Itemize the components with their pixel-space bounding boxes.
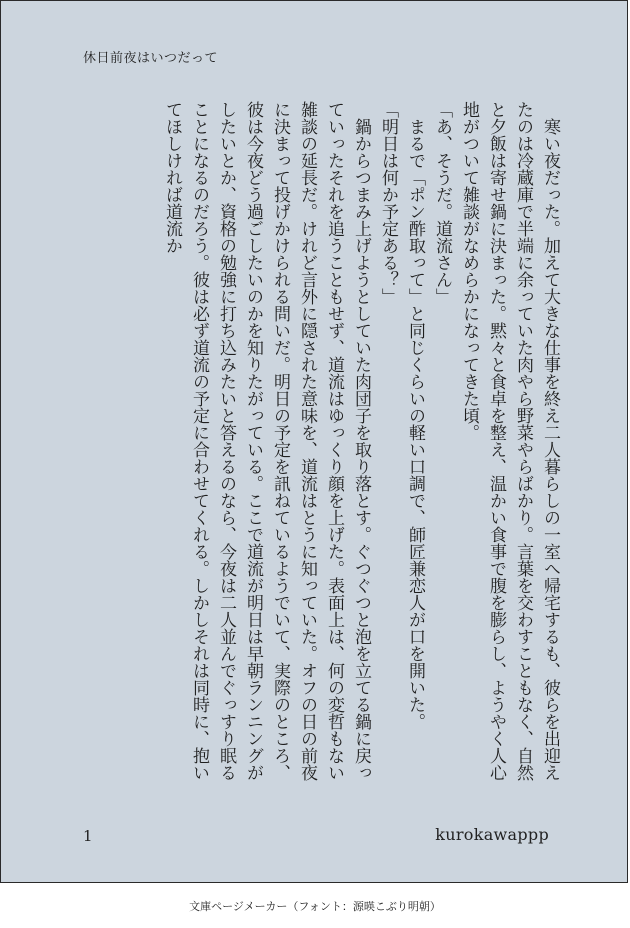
- paragraph-5: 鍋からつまみ上げようとしていた肉団子を取り落とす。ぐつぐつと泡を立てる鍋に戻っていったそれを追うこともせず、道流はゆっくり顔を上げた。表面上は、何の変哲もない雑談の延長だ。けれど言外に隠された意味を、道流はとうに知っていた。オフの日の前夜に決まって投げかけられる問いだ。明日の予定を訊ねているようでいて、実際のところ、彼は今夜どう過ごしたいのかを知りたがっている。ここで道流が明日は早朝ランニングがしたいとか、資格の勉強に打ち込みたいと答えるのなら、今夜は二人並んでぐっすり眠ることになるのだろう。彼は必ず道流の予定に合わせてくれる。しかしそれは同時に、抱いてほしければ道流か: [162, 101, 371, 781]
- paragraph-1: 寒い夜だった。加えて大きな仕事を終え二人暮らしの一室へ帰宅するも、彼らを出迎えたのは冷蔵庫で半端に余っていた肉やら野菜やらばかり。言葉を交わすこともなく、自然と夕飯は寄せ鍋に決まった。黙々と食卓を整え、温かい食事で腹を膨らし、ようやく人心地がついて雑談がなめらかになってきた頃。: [459, 101, 560, 781]
- paragraph-4: 「明日は何か予定ある？」: [378, 101, 398, 305]
- page-number: 1: [83, 827, 93, 845]
- vertical-body-text: [73, 101, 563, 791]
- author-name: kurokawappp: [435, 825, 549, 844]
- paragraph-2: 「あ、そうだ。道流さん」: [432, 101, 452, 305]
- generator-credit: 文庫ページメーカー（フォント：源暎こぶり明朝）: [189, 900, 441, 913]
- paragraph-3: まるで「ポン酢取って」と同じくらいの軽い口調で、師匠兼恋人が口を開いた。: [405, 118, 425, 730]
- running-title: 休日前夜はいつだって: [83, 51, 219, 66]
